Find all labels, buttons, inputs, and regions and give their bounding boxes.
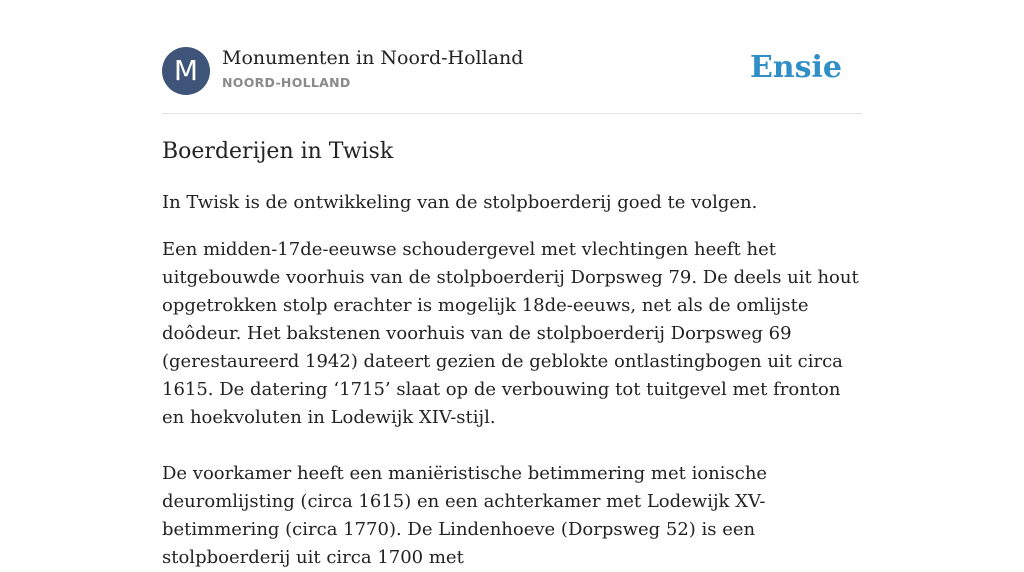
brand-logo[interactable]: Ensie [749, 50, 842, 85]
article [162, 137, 862, 572]
article-title: Boerderijen in Twisk [162, 139, 394, 164]
header-divider [162, 113, 862, 114]
avatar[interactable]: M [162, 47, 210, 95]
site-subtitle[interactable]: NOORD-HOLLAND [222, 75, 351, 90]
article-paragraph: De voorkamer heeft een maniëristische betimmering met ionische deuromlijsting (circa 1615) en een achterkamer met Lodewijk XV-betimmering (circa 1770). De Lindenhoeve (Dorpsweg 52) is een stolpboerderij uit circa 1700 met [162, 463, 768, 568]
header [162, 46, 862, 96]
article-paragraph: Een midden-17de-eeuwse schoudergevel met vlechtingen heeft het uitgebouwde voorhuis van de stolpboerderij Dorpsweg 79. De deels uit hout opgetrokken stolp erachter is mogelijk 18de-eeuws, net als de omlijste doôdeur. Het bakstenen voorhuis van de stolpboerderij Dorpsweg 69 (gerestaureerd 1942) dateert gezien de geblokte ontlastingbogen uit circa 1615. De datering ‘1715’ slaat op de verbouwing tot tuitgevel met fronton en hoekvoluten in Lodewijk XIV-stijl. [162, 239, 859, 428]
article-intro: In Twisk is de ontwikkeling van de stolpboerderij goed te volgen. [162, 192, 758, 213]
site-title[interactable]: Monumenten in Noord-Holland [222, 47, 524, 69]
